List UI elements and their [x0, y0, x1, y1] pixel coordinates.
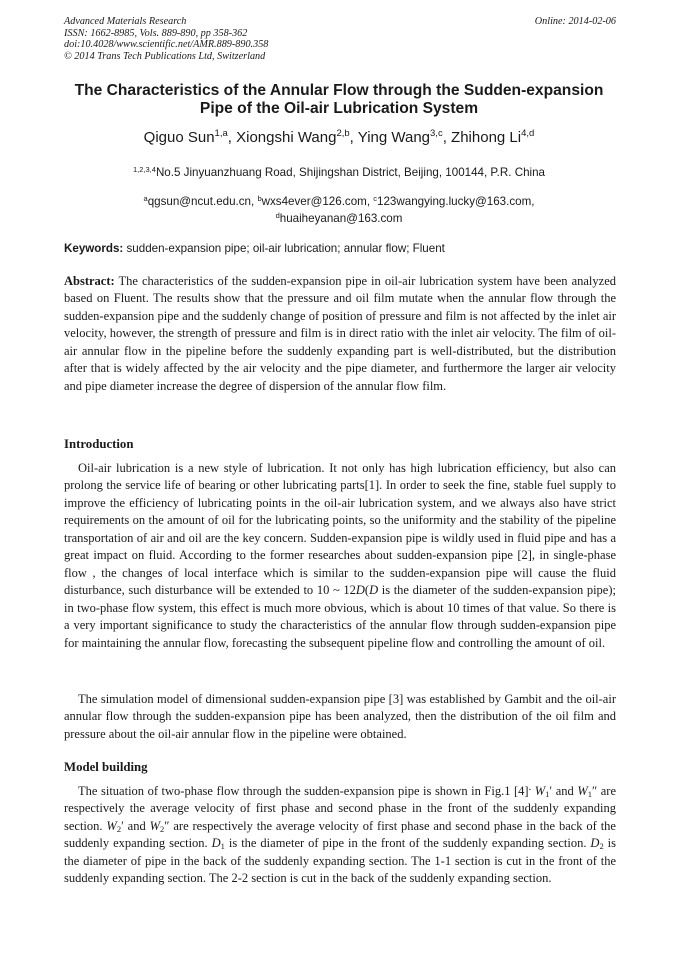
keywords — [64, 241, 616, 256]
subscript: 2 — [116, 823, 122, 834]
author-separator: , — [349, 129, 358, 146]
variable-w: W — [149, 818, 161, 833]
abstract-text: The characteristics of the sudden-expansion pipe in oil-air lubrication system have been analyzed based on Fluent. The results show that the pressure and oil film mutate when the annular flow through the sudden-expansion pipe and the suddenly change of position of pressure and film is not affected by the inlet air velocity, however, the strength of pressure and film is in direct ratio with the inlet air velocity. The film of oil-air annular flow in the pipeline before the suddenly expanding part is well-distributed, but the distribution after that is widely affected by the air velocity and the pipe diameter, and furthermore the larger air velocity and pipe diameter increase the degree of dispersion of the annular flow film. — [64, 274, 616, 393]
email-address[interactable]: 123wangying.lucky@163.com, — [377, 195, 535, 208]
email-superscript: d — [275, 211, 280, 220]
subscript: 1 — [587, 789, 592, 799]
model-paragraph-1 — [64, 783, 616, 888]
journal-name: Advanced Materials Research — [64, 16, 187, 27]
author-name: Zhihong Li — [451, 129, 522, 146]
subscript: 2 — [160, 823, 165, 834]
prime-mark: ′ — [549, 784, 553, 798]
email-list — [40, 193, 638, 227]
section-heading-introduction: Introduction — [64, 437, 134, 451]
subscript: 2 — [599, 841, 604, 852]
email-line-2 — [40, 210, 638, 227]
variable-d: D — [211, 836, 221, 851]
paragraph-text: and — [123, 818, 150, 833]
author-superscript: 1,a — [214, 128, 228, 139]
email-line-1 — [40, 193, 638, 210]
paragraph-text: Oil-air lubrication is a new style of lubrication. It not only has high lubrication efficiency, but also can prolong the service life of bearing or other lubricating parts[1]. In order to seek the fine, stable fuel supply to improve the efficiency of lubricating points in the oil-air lubrication system, and we always also have strict requirements on the amount of oil for the lubricating points, so the uniformity and the stability of the pipeline transportation of air and oil are the key concern. Sudden-expansion pipe is wildly used in fluid pipe and has a great impact on fluid. According to the former researches about sudden-expansion pipe [2], in single-phase flow , the changes of local interface which is similar to the sudden-expansion pipe will cause the fluid disturbance, such disturbance will be extended to 10 ~ 12 — [64, 461, 616, 598]
paragraph-text: is the diameter of the sudden-expansion pipe); in two-phase flow system, this effect is much more obvious, which is about 10 times of that value. So there is a very important significance to study the characteristics of the annular flow through sudden-expansion pipe for maintaining the annular flow, forecasting the subsequent pipeline flow and controlling the amount of oil. — [64, 583, 616, 650]
variable-w: W — [106, 818, 117, 833]
author-separator: , — [442, 129, 452, 146]
email-address[interactable]: wxs4ever@126.com, — [261, 195, 374, 208]
superscript-mark: . — [528, 781, 532, 793]
subscript: 1 — [220, 841, 225, 852]
email-superscript: c — [373, 194, 378, 203]
author-superscript: 3,c — [430, 128, 443, 139]
author-list — [40, 128, 638, 148]
affiliation-text: No.5 Jinyuanzhuang Road, Shijingshan District, Beijing, 100144, P.R. China — [155, 166, 545, 179]
online-date: Online: 2014-02-06 — [534, 16, 616, 27]
author-name: Qiguo Sun — [143, 129, 215, 146]
paper-title — [40, 82, 638, 118]
email-superscript: a — [143, 194, 148, 203]
variable-w: W — [534, 784, 546, 798]
paragraph-text: are respectively the average velocity of first phase and second phase in the back of the suddenly expanding section. — [64, 818, 616, 851]
paragraph-text: is the diameter of pipe in the back of the suddenly expanding section. The 1-1 section is cut in the front of the suddenly expanding section. The 2-2 section is cut in the back of the suddenly expanding section. — [64, 836, 616, 886]
variable-w: W — [577, 784, 588, 798]
author-name: Ying Wang — [357, 129, 431, 146]
keywords-label: Keywords: — [64, 242, 124, 255]
author-separator: , — [227, 129, 237, 146]
affiliation-superscript: 1,2,3,4 — [133, 165, 156, 174]
paragraph-text: ( — [364, 583, 370, 598]
paragraph-text: is the diameter of pipe in the front of the suddenly expanding section. — [224, 836, 591, 851]
paragraph-text: and — [552, 784, 578, 798]
variable-d: D — [355, 583, 365, 598]
copyright-line: © 2014 Trans Tech Publications Ltd, Switzerland — [64, 50, 266, 62]
abstract — [64, 273, 616, 395]
title-line-1: The Characteristics of the Annular Flow through the Sudden-expansion — [74, 82, 604, 99]
email-superscript: b — [257, 194, 262, 203]
prime-mark: ″ — [591, 784, 598, 798]
keywords-text: sudden-expansion pipe; oil-air lubrication; annular flow; Fluent — [123, 242, 445, 255]
paragraph-text: The situation of two-phase flow through the sudden-expansion pipe is shown in Fig.1 [4] — [78, 784, 529, 798]
subscript: 1 — [545, 789, 550, 799]
section-heading-model-building: Model building — [64, 760, 148, 774]
variable-d: D — [590, 836, 600, 851]
prime-mark: ″ — [164, 818, 170, 833]
variable-d: D — [369, 583, 379, 598]
affiliation — [40, 165, 638, 180]
email-address[interactable]: huaiheyanan@163.com — [279, 212, 403, 225]
doi-line: doi:10.4028/www.scientific.net/AMR.889-890.358 — [64, 39, 269, 51]
journal-header — [64, 16, 616, 62]
prime-mark: ′ — [121, 818, 124, 833]
email-address[interactable]: qgsun@ncut.edu.cn, — [147, 195, 258, 208]
issn-line: ISSN: 1662-8985, Vols. 889-890, pp 358-362 — [64, 27, 248, 39]
author-name: Xiongshi Wang — [236, 129, 337, 146]
author-superscript: 4,d — [521, 128, 535, 139]
abstract-label: Abstract: — [64, 274, 115, 288]
introduction-paragraph-1 — [64, 460, 616, 652]
title-line-2: Pipe of the Oil-air Lubrication System — [199, 100, 479, 117]
paragraph-text: are respectively the average velocity of first phase and second phase in the front of the suddenly expanding section. — [64, 784, 617, 833]
author-superscript: 2,b — [336, 128, 350, 139]
introduction-paragraph-2: The simulation model of dimensional sudden-expansion pipe [3] was established by Gambit and the oil-air annular flow through the sudden-expansion pipe has been analyzed, then the distribution of the oil film and pressure about the oil-air annular flow in the pipeline were obtained. — [64, 692, 616, 741]
